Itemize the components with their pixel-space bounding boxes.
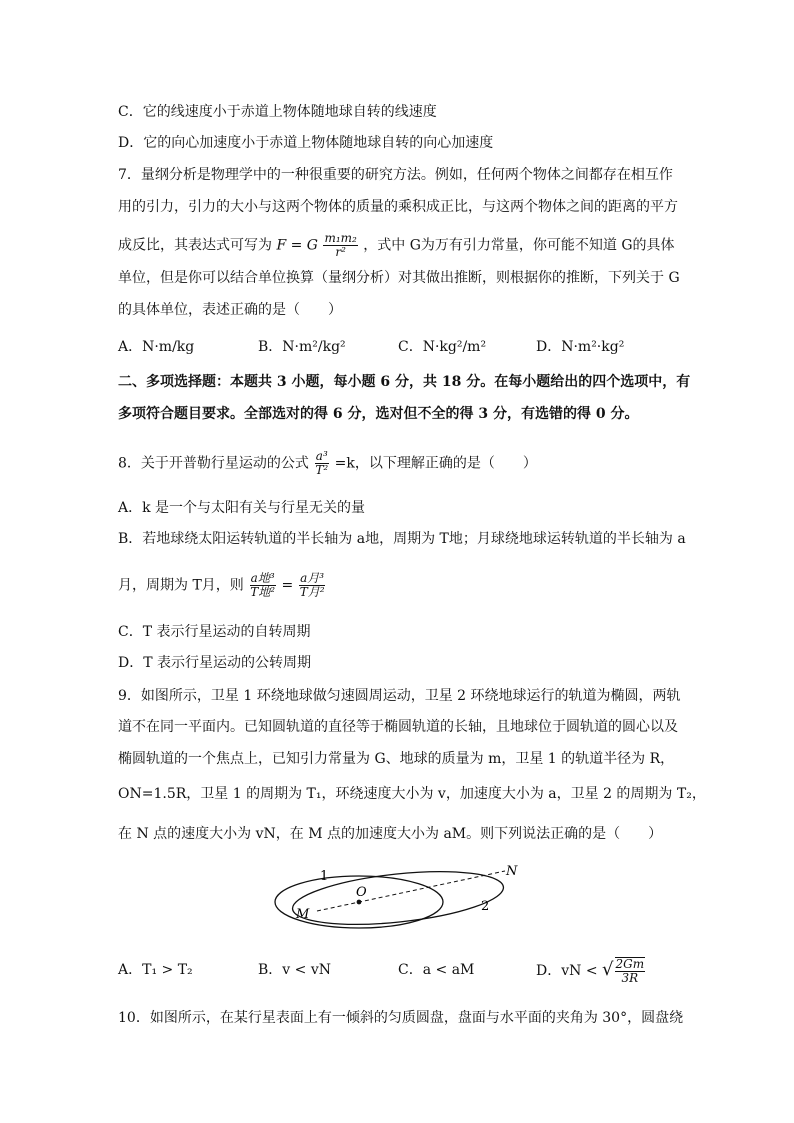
q9-option-b: B．v < vN [258, 962, 331, 978]
q7-stem-line5: 的具体单位，表述正确的是（ ） [118, 302, 342, 318]
q9-stem-line5: 在 N 点的速度大小为 vN，在 M 点的加速度大小为 aM。则下列说法正确的是（ ） [118, 826, 663, 842]
q7-option-b: B．N·m²/kg² [258, 339, 346, 355]
point-n-label: N [506, 864, 518, 879]
orbit-2-label: 2 [481, 899, 490, 914]
q8-option-c: C．T 表示行星运动的自转周期 [118, 624, 311, 640]
q7-stem-line2: 用的引力，引力的大小与这两个物体的质量的乘积成正比，与这两个物体之间的距离的平方 [118, 199, 678, 215]
q9-option-a: A．T₁ > T₂ [118, 962, 193, 978]
q8-option-b-start: 月，周期为 T月，则 [118, 577, 244, 594]
q8-option-b-line1: B．若地球绕太阳运转轨道的半长轴为 a地，周期为 T地；月球绕地球运转轨道的半长轴为 a [118, 531, 686, 547]
major-axis-line [317, 871, 505, 911]
q7-line3-end: ，式中 G为万有引力常量，你可能不知道 G的具体 [363, 237, 675, 254]
kepler-formula-fraction [314, 450, 329, 477]
q9-stem-line4: ON=1.5R，卫星 1 的周期为 T₁，环绕速度大小为 v，加速度大小为 a，卫星 2 的周期为 T₂， [118, 786, 706, 802]
kepler-numerator: a³ [315, 449, 328, 463]
orbit-1-label: 1 [320, 869, 329, 884]
q6-option-c: C．它的线速度小于赤道上物体随地球自转的线速度 [118, 104, 437, 120]
section2-heading-line1: 二、多项选择题：本题共 3 小题，每小题 6 分，共 18 分。在每小题给出的四个选项中，有 [118, 374, 691, 390]
moon-denominator: T月² [299, 585, 325, 599]
gravity-formula-fraction [323, 232, 357, 259]
formula-numerator: m₁m₂ [324, 231, 357, 245]
q9-option-d-start: D．vN < [536, 963, 598, 979]
orbit-diagram [262, 858, 532, 938]
q9-option-c: C．a < aM [398, 962, 475, 978]
q10-stem-line1: 10．如图所示，在某行星表面上有一倾斜的匀质圆盘，盘面与水平面的夹角为 30°，圆盘绕 [118, 1010, 684, 1026]
q8-stem-end: =k，以下理解正确的是（ ） [334, 455, 537, 472]
earth-center-point [357, 900, 362, 905]
q7-option-d: D．N·m²·kg² [536, 339, 625, 355]
sqrt-numerator: 2Gm [615, 957, 645, 971]
q9-option-d [536, 954, 646, 987]
formula-denominator: r² [335, 245, 346, 259]
moon-ratio-fraction [299, 572, 326, 599]
earth-numerator: a地³ [250, 571, 275, 585]
point-o-label: O [356, 885, 367, 900]
earth-denominator: T地² [250, 585, 276, 599]
equals-sign: = [281, 577, 294, 594]
q8-option-a: A．k 是一个与太阳有关与行星无关的量 [118, 500, 366, 516]
q7-option-c: C．N·kg²/m² [398, 339, 487, 355]
q9-stem-line2: 道不在同一平面内。已知圆轨道的直径等于椭圆轨道的长轴，且地球位于圆轨道的圆心以及 [118, 719, 678, 735]
q8-option-b-line2 [118, 572, 683, 599]
sqrt-denominator: 3R [621, 971, 639, 985]
q7-option-a: A．N·m/kg [118, 339, 195, 355]
kepler-denominator: T² [315, 463, 329, 477]
earth-ratio-fraction [249, 572, 276, 599]
sqrt-fraction [615, 957, 646, 985]
section2-heading-line2: 多项符合题目要求。全部选对的得 6 分，选对但不全的得 3 分，有选错的得 0 分。 [118, 406, 639, 422]
q7-stem-line3 [118, 232, 683, 259]
q9-stem-line1: 9．如图所示，卫星 1 环绕地球做匀速圆周运动，卫星 2 环绕地球运行的轨道为椭圆，两轨 [118, 688, 681, 704]
gravity-formula-lhs: F = G [276, 237, 318, 254]
q7-stem-line4: 单位，但是你可以结合单位换算（量纲分析）对其做出推断，则根据你的推断，下列关于 G [118, 270, 680, 286]
q8-option-d: D．T 表示行星运动的公转周期 [118, 655, 312, 671]
moon-numerator: a月³ [300, 571, 325, 585]
sqrt-symbol: √ [602, 959, 614, 980]
q9-stem-line3: 椭圆轨道的一个焦点上，已知引力常量为 G、地球的质量为 m，卫星 1 的轨道半径为 R， [118, 751, 675, 767]
q7-stem-line1: 7．量纲分析是物理学中的一种很重要的研究方法。例如，任何两个物体之间都存在相互作 [118, 167, 673, 183]
q7-line3-start: 成反比，其表达式可写为 [118, 237, 272, 254]
q8-stem-start: 8．关于开普勒行星运动的公式 [118, 455, 309, 472]
point-m-label: M [296, 907, 310, 922]
q6-option-d: D．它的向心加速度小于赤道上物体随地球自转的向心加速度 [118, 135, 494, 151]
q8-stem [118, 450, 683, 477]
